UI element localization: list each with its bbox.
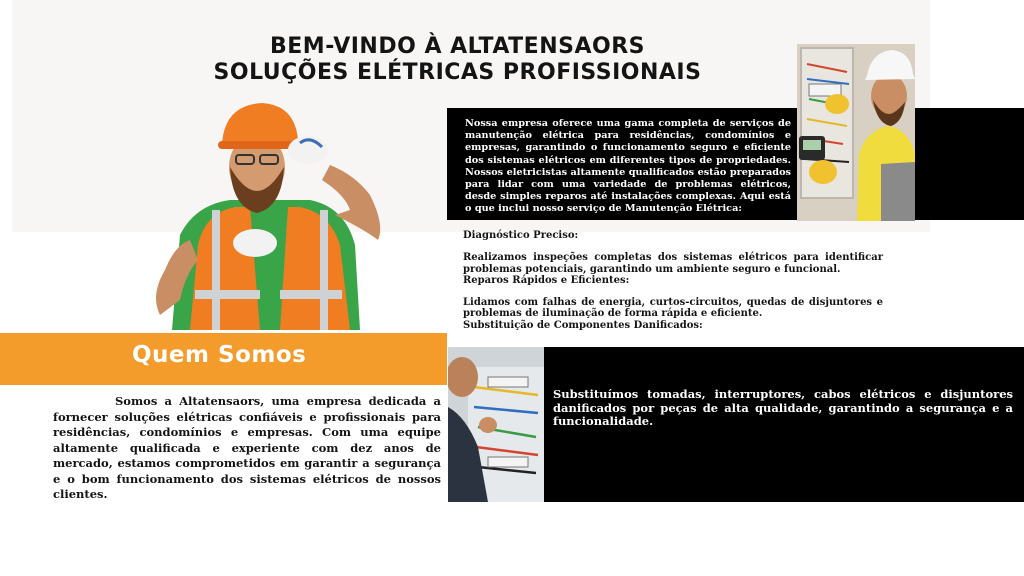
title-line-2: SOLUÇÕES ELÉTRICAS PROFISSIONAIS xyxy=(213,60,702,85)
diagnostic-text: Realizamos inspeções completas dos sistemas elétricos para identificar problemas potenciais, garantindo um ambiente seguro e funcional. xyxy=(463,252,883,275)
services-list xyxy=(463,230,883,331)
repairs-title: Reparos Rápidos e Eficientes: xyxy=(463,274,630,286)
intro-text: Nossa empresa oferece uma gama completa de serviços de manutenção elétrica para residências, condomínios e empresas, garantindo o funcionamento seguro e eficiente dos sistemas elétricos em diferentes tipos de propriedades. Nossos eletricistas altamente qualificados estão preparados para lidar com uma variedade de problemas elétricos, desde simples reparos até instalações complexas. Aqui está o que inclui nosso serviço de Manutenção Elétrica: xyxy=(465,118,791,215)
diagnostic-title: Diagnóstico Preciso: xyxy=(463,230,579,241)
worker-photo xyxy=(150,95,390,335)
repairs-text: Lidamos com falhas de energia, curtos-circuitos, quedas de disjuntores e problemas de iluminação de forma rápida e eficiente. xyxy=(463,297,883,320)
about-text: Somos a Altatensaors, uma empresa dedicada a fornecer soluções elétricas confiáveis e profissionais para residências, condomínios e empresas. Com uma equipe altamente qualificada e experiente com dez anos de mercado, estamos comprometidos em garantir a segurança e o bom funcionamento dos sistemas elétricos de nossos clientes. xyxy=(53,394,441,501)
electrician-photo-top xyxy=(797,44,915,221)
title-line-1: BEM-VINDO À ALTATENSAORS xyxy=(270,34,645,59)
replacement-text: Substituímos tomadas, interruptores, cabos elétricos e disjuntores danificados por peças de alta qualidade, garantindo a segurança e a funcionalidade. xyxy=(553,387,1013,428)
replacement-title: Substituição de Componentes Danificados: xyxy=(463,319,703,331)
about-heading-band xyxy=(0,333,447,385)
about-title: Quem Somos xyxy=(132,342,307,368)
page-title xyxy=(100,34,815,86)
electrician-photo-bottom xyxy=(448,347,544,502)
